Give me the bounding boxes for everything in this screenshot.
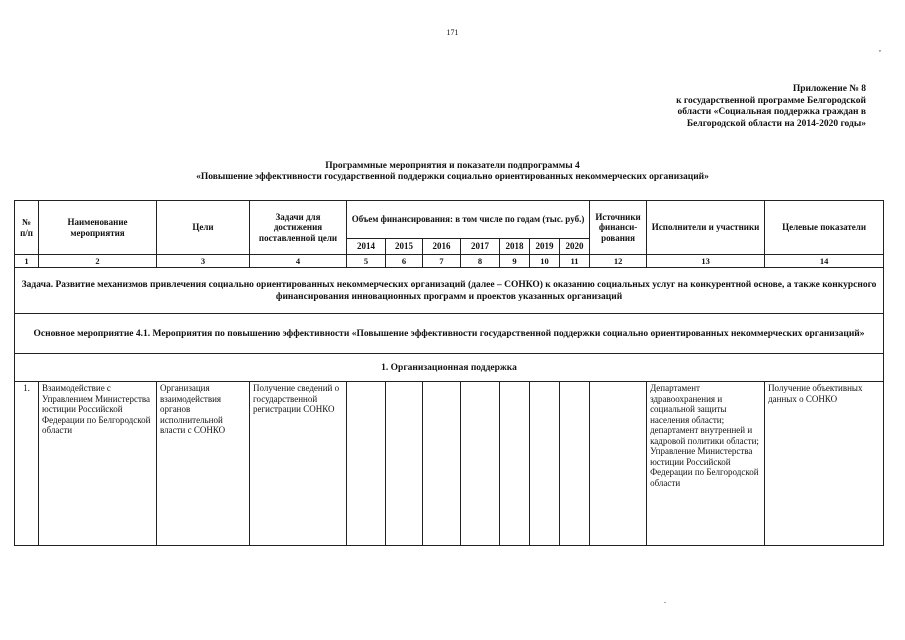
header-year: 2016 (423, 239, 461, 255)
header-sources: Источники финанси-рования (590, 201, 647, 255)
column-number: 10 (530, 255, 560, 268)
column-number: 5 (347, 255, 386, 268)
row-goal: Организация взаимодействия органов исполнительной власти с СОНКО (157, 382, 250, 546)
header-volume: Объем финансирования: в том числе по годам (тыс. руб.) (347, 201, 590, 239)
header-tasks: Задачи для достижения поставленной цели (250, 201, 347, 255)
title-line: Программные мероприятия и показатели подпрограммы 4 (325, 161, 580, 171)
header-year: 2014 (347, 239, 386, 255)
section-row: 1. Организационная поддержка (15, 354, 884, 382)
row-year-cell (386, 382, 423, 546)
header-indicators: Целевые показатели (765, 201, 884, 255)
header-executors: Исполнители и участники (647, 201, 765, 255)
header-year: 2020 (560, 239, 590, 255)
row-name: Взаимодействие с Управлением Министерства юстиции Российской Федерации по Белгородской области (39, 382, 157, 546)
column-number: 2 (39, 255, 157, 268)
column-number: 12 (590, 255, 647, 268)
task-row: Задача. Развитие механизмов привлечения социально ориентированных некоммерческих организаций (далее – СОНКО) к оказанию социальных услуг на конкурентной основе, а также конкурсного финансирования инновационных программ и проектов указанных организаций (15, 268, 884, 314)
column-number: 4 (250, 255, 347, 268)
stray-mark-bottom: . (664, 596, 666, 605)
header-no: № п/п (15, 201, 39, 255)
appendix-line: области «Социальная поддержка граждан в (677, 107, 866, 117)
column-number: 8 (461, 255, 500, 268)
column-number: 6 (386, 255, 423, 268)
row-year-cell (423, 382, 461, 546)
appendix-line: Белгородской области на 2014-2020 годы» (686, 118, 866, 129)
header-year: 2017 (461, 239, 500, 255)
document-title (40, 161, 865, 183)
row-task: Получение сведений о государственной регистрации СОНКО (250, 382, 347, 546)
activities-table (14, 200, 884, 546)
column-number: 13 (647, 255, 765, 268)
row-year-cell (347, 382, 386, 546)
header-year: 2015 (386, 239, 423, 255)
main-activity-row: Основное мероприятие 4.1. Мероприятия по повышению эффективности «Повышение эффективности государственной поддержки социально ориентированных некоммерческих организаций» (15, 314, 884, 354)
row-year-cell (500, 382, 530, 546)
row-executors: Департамент здравоохранения и социальной защиты населения области; департамент внутренней и кадровой политики области; Управление Министерства юстиции Российской Федерации по Белгородской области (647, 382, 765, 546)
header-name: Наименование мероприятия (39, 201, 157, 255)
appendix-line: к государственной программе Белгородской (676, 95, 866, 106)
header-year: 2019 (530, 239, 560, 255)
column-number: 14 (765, 255, 884, 268)
row-year-cell (560, 382, 590, 546)
row-sources (590, 382, 647, 546)
appendix-line: Приложение № 8 (792, 84, 866, 94)
title-line: «Повышение эффективности государственной поддержки социально ориентированных некоммерческих организаций» (196, 172, 709, 182)
header-goals: Цели (157, 201, 250, 255)
column-number: 7 (423, 255, 461, 268)
table-row (15, 382, 884, 546)
row-indicator: Получение объективных данных о СОНКО (765, 382, 884, 546)
stray-mark-top: , (879, 44, 881, 53)
row-no: 1. (15, 382, 39, 546)
appendix-note (604, 84, 866, 130)
row-year-cell (461, 382, 500, 546)
column-number: 1 (15, 255, 39, 268)
column-number: 11 (560, 255, 590, 268)
column-number: 9 (500, 255, 530, 268)
header-year: 2018 (500, 239, 530, 255)
page-number: 171 (446, 28, 459, 37)
column-number: 3 (157, 255, 250, 268)
row-year-cell (530, 382, 560, 546)
